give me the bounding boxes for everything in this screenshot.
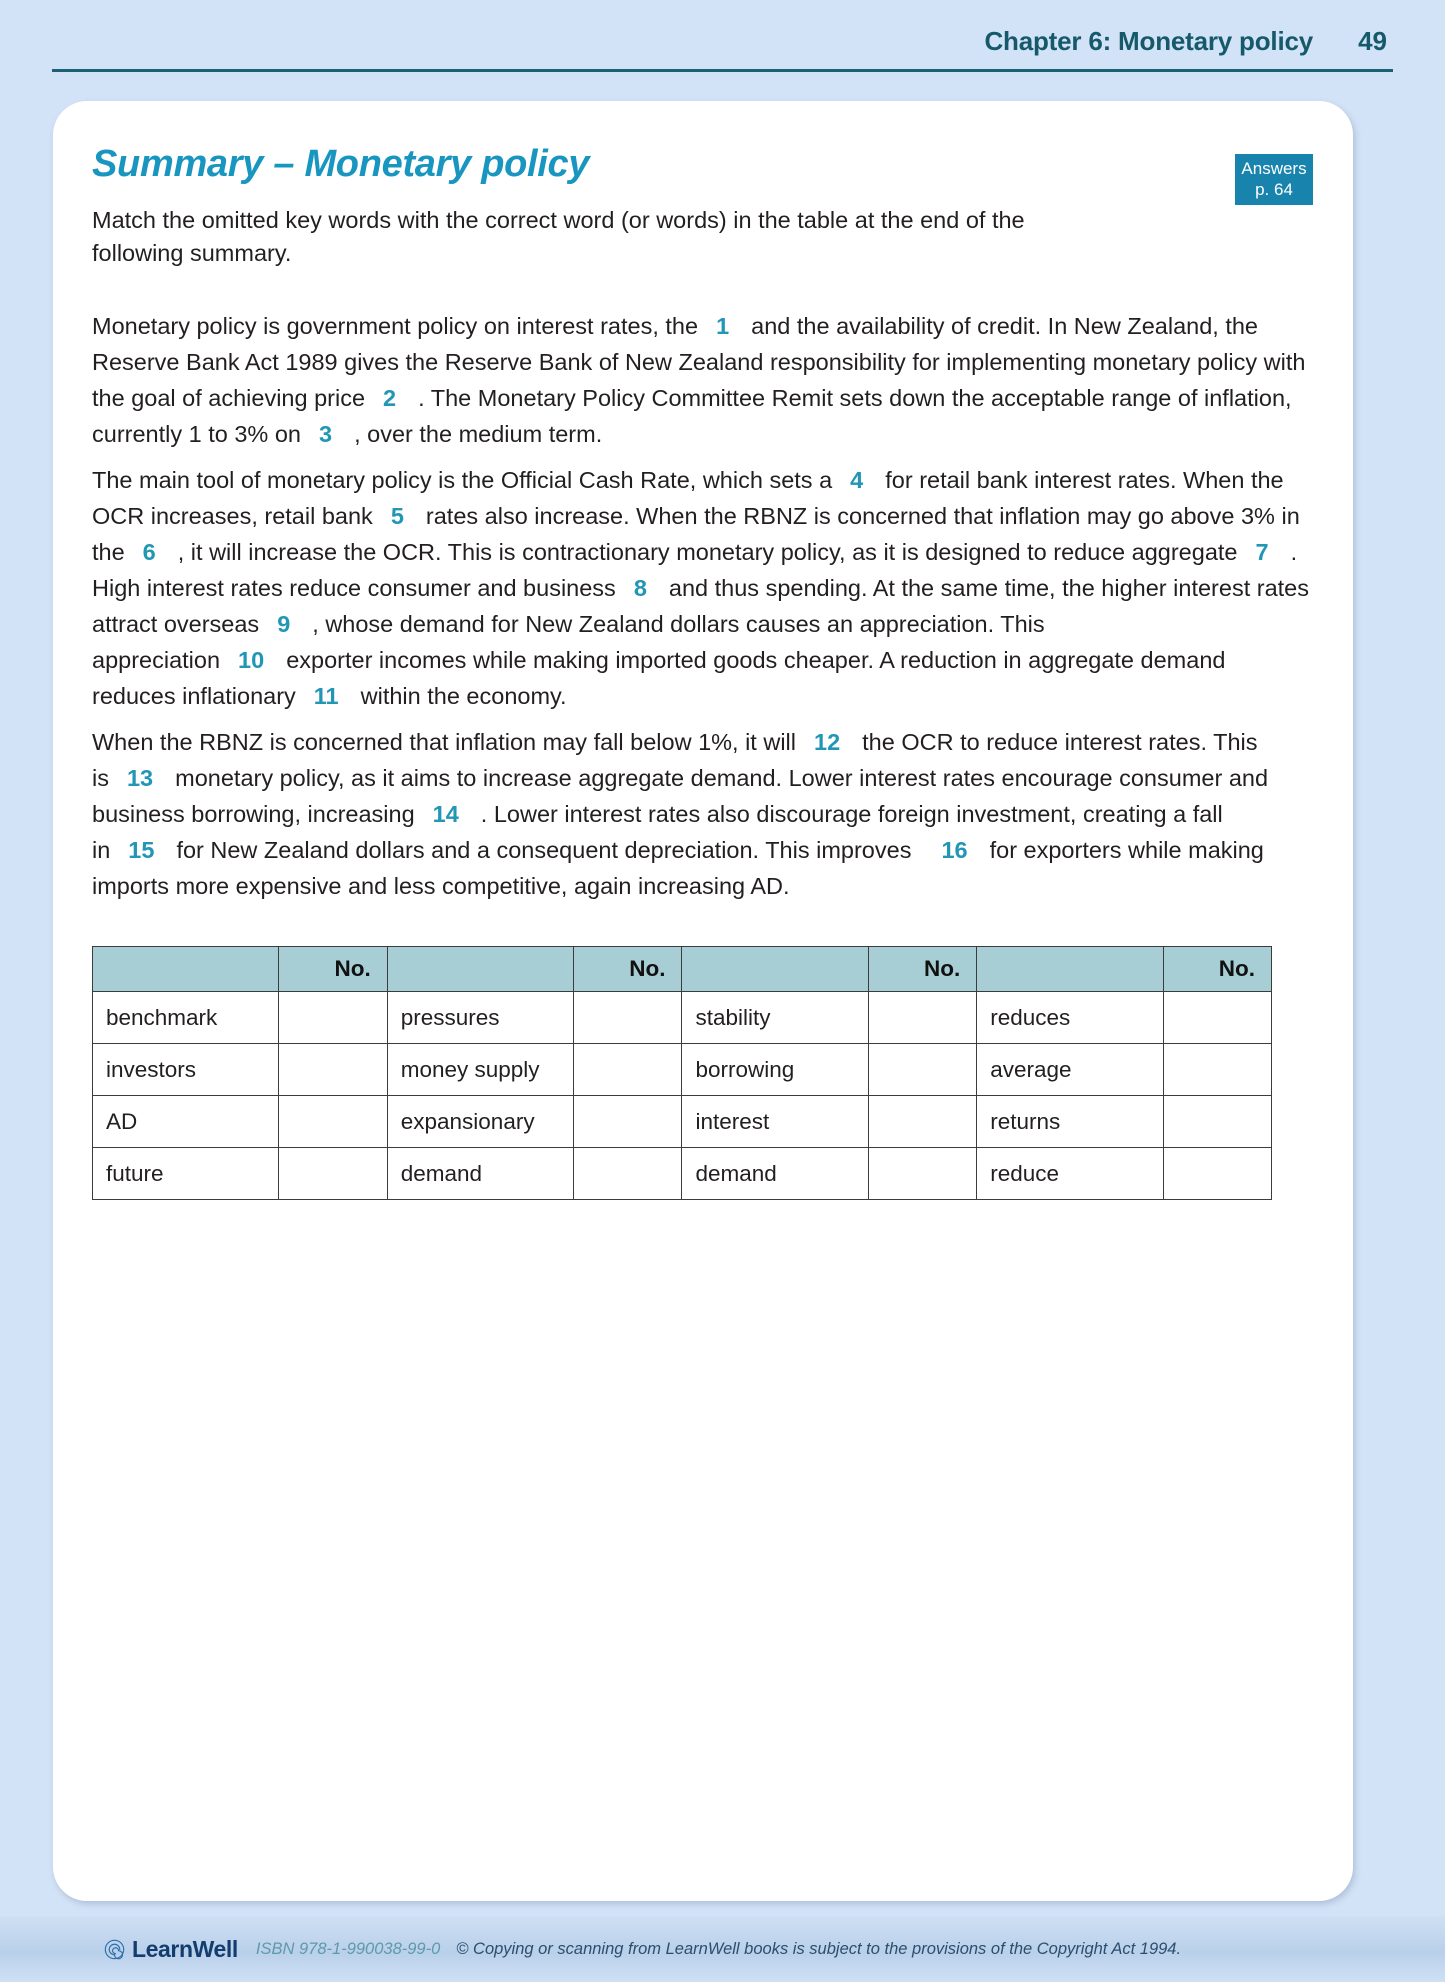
page-content <box>92 141 1314 1200</box>
blank-1[interactable]: 1 <box>716 313 730 339</box>
blank-11[interactable]: 11 <box>313 683 339 709</box>
blank-14[interactable]: 14 <box>432 801 459 827</box>
p1-text-4: , over the medium term. <box>354 421 603 447</box>
footer-brand: LearnWell <box>132 1935 238 1962</box>
blank-8[interactable]: 8 <box>633 575 647 601</box>
p3-text-5: for New Zealand dollars and a consequent depreciation. This improves <box>176 837 912 863</box>
answer-cell[interactable] <box>868 1044 976 1096</box>
p1-text-1: Monetary policy is government policy on interest rates, the <box>92 313 699 339</box>
instructions-text: Match the omitted key words with the correct word (or words) in the table at the end of the following summary. <box>92 207 1025 266</box>
table-row <box>93 1096 1272 1148</box>
header-no-2: No. <box>574 947 682 992</box>
title-row <box>92 141 1314 203</box>
footer-copyright: © Copying or scanning from LearnWell books is subject to the provisions of the Copyright Act 1994. <box>456 1939 1182 1958</box>
p3-text-4: . Lower interest rates also discourage foreign investment, creating a fall in <box>92 801 1223 863</box>
blank-15[interactable]: 15 <box>128 837 155 863</box>
p2-text-5: . High interest rates reduce consumer and business <box>92 539 1298 601</box>
header-no-3: No. <box>868 947 976 992</box>
word-cell: future <box>93 1148 279 1200</box>
word-cell: expansionary <box>387 1096 573 1148</box>
word-cell: money supply <box>387 1044 573 1096</box>
word-cell: demand <box>387 1148 573 1200</box>
answer-cell[interactable] <box>1163 1044 1271 1096</box>
word-cell: average <box>977 1044 1163 1096</box>
answer-cell[interactable] <box>574 1148 682 1200</box>
answers-badge-label: Answers <box>1241 159 1307 178</box>
p1-text-2: and the availability of credit. In New Zealand, the Reserve Bank Act 1989 gives the Reserve Bank of New Zealand responsibility for implementing monetary policy with the goal of achieving price <box>92 313 1306 411</box>
p2-text-1: The main tool of monetary policy is the Official Cash Rate, which sets a <box>92 467 833 493</box>
answers-badge[interactable] <box>1235 154 1313 205</box>
p3-text-2: the OCR to reduce interest rates. This is <box>92 729 1258 791</box>
summary-paragraph-3 <box>92 724 1314 904</box>
header-no-4: No. <box>1163 947 1271 992</box>
word-cell: interest <box>682 1096 868 1148</box>
p2-text-9: within the economy. <box>360 683 567 709</box>
p3-text-3: monetary policy, as it aims to increase aggregate demand. Lower interest rates encourage consumer and business borrowing, increasing <box>92 765 1269 827</box>
table-row <box>93 1148 1272 1200</box>
page-footer <box>0 1916 1445 1982</box>
blank-5[interactable]: 5 <box>390 503 404 529</box>
header-no-1: No. <box>279 947 387 992</box>
p2-text-7: , whose demand for New Zealand dollars causes an appreciation. This appreciation <box>92 611 1045 673</box>
p2-text-6: and thus spending. At the same time, the higher interest rates attract overseas <box>92 575 1309 637</box>
answer-cell[interactable] <box>279 1044 387 1096</box>
word-cell: demand <box>682 1148 868 1200</box>
answer-cell[interactable] <box>574 1096 682 1148</box>
word-bank-table <box>92 946 1272 1200</box>
answer-cell[interactable] <box>868 992 976 1044</box>
p2-text-4: , it will increase the OCR. This is contractionary monetary policy, as it is designed to reduce aggregate <box>177 539 1238 565</box>
running-head <box>0 0 1445 86</box>
blank-9[interactable]: 9 <box>277 611 291 637</box>
running-head-chapter: Chapter 6: Monetary policy <box>984 26 1313 56</box>
blank-10[interactable]: 10 <box>238 647 265 673</box>
answer-cell[interactable] <box>279 1096 387 1148</box>
blank-16[interactable]: 16 <box>941 837 968 863</box>
p2-text-8: exporter incomes while making imported goods cheaper. A reduction in aggregate demand reduces inflationary <box>92 647 1226 709</box>
header-word-3 <box>682 947 868 992</box>
answer-cell[interactable] <box>1163 992 1271 1044</box>
header-word-4 <box>977 947 1163 992</box>
word-cell: stability <box>682 992 868 1044</box>
footer-isbn: ISBN 978-1-990038-99-0 <box>255 1939 441 1958</box>
running-head-rule <box>52 26 1393 72</box>
p2-text-2: for retail bank interest rates. When the OCR increases, retail bank <box>92 467 1284 529</box>
blank-13[interactable]: 13 <box>126 765 154 791</box>
summary-paragraph-2 <box>92 462 1314 714</box>
page-number: 49 <box>1358 26 1387 56</box>
blank-4[interactable]: 4 <box>850 467 864 493</box>
page-title: Summary – Monetary policy <box>92 143 590 185</box>
learnwell-spiral-icon <box>104 1939 125 1960</box>
p3-text-6: for exporters while making imports more expensive and less competitive, again increasing AD. <box>92 837 1264 899</box>
header-word-2 <box>387 947 573 992</box>
header-word-1 <box>93 947 279 992</box>
word-cell: borrowing <box>682 1044 868 1096</box>
blank-3[interactable]: 3 <box>319 421 333 447</box>
p3-text-1: When the RBNZ is concerned that inflation may fall below 1%, it will <box>92 729 797 755</box>
summary-paragraph-1 <box>92 308 1314 452</box>
answer-cell[interactable] <box>1163 1148 1271 1200</box>
blank-12[interactable]: 12 <box>814 729 841 755</box>
p2-text-3: rates also increase. When the RBNZ is concerned that inflation may go above 3% in the <box>92 503 1300 565</box>
blank-6[interactable]: 6 <box>142 539 156 565</box>
table-row <box>93 992 1272 1044</box>
word-cell: reduce <box>977 1148 1163 1200</box>
answer-cell[interactable] <box>1163 1096 1271 1148</box>
table-row <box>93 1044 1272 1096</box>
answer-cell[interactable] <box>574 1044 682 1096</box>
blank-7[interactable]: 7 <box>1255 539 1269 565</box>
word-cell: pressures <box>387 992 573 1044</box>
answer-cell[interactable] <box>868 1148 976 1200</box>
answer-cell[interactable] <box>868 1096 976 1148</box>
table-header-row <box>93 947 1272 992</box>
word-cell: reduces <box>977 992 1163 1044</box>
answer-cell[interactable] <box>574 992 682 1044</box>
answers-badge-page-ref: p. 64 <box>1255 180 1293 199</box>
word-cell: investors <box>93 1044 279 1096</box>
answer-cell[interactable] <box>279 992 387 1044</box>
word-cell: AD <box>93 1096 279 1148</box>
p1-text-3: . The Monetary Policy Committee Remit sets down the acceptable range of inflation, currently 1 to 3% on <box>92 385 1292 447</box>
word-cell: benchmark <box>93 992 279 1044</box>
blank-2[interactable]: 2 <box>383 385 397 411</box>
word-cell: returns <box>977 1096 1163 1148</box>
answer-cell[interactable] <box>279 1148 387 1200</box>
page-card <box>53 101 1353 1901</box>
